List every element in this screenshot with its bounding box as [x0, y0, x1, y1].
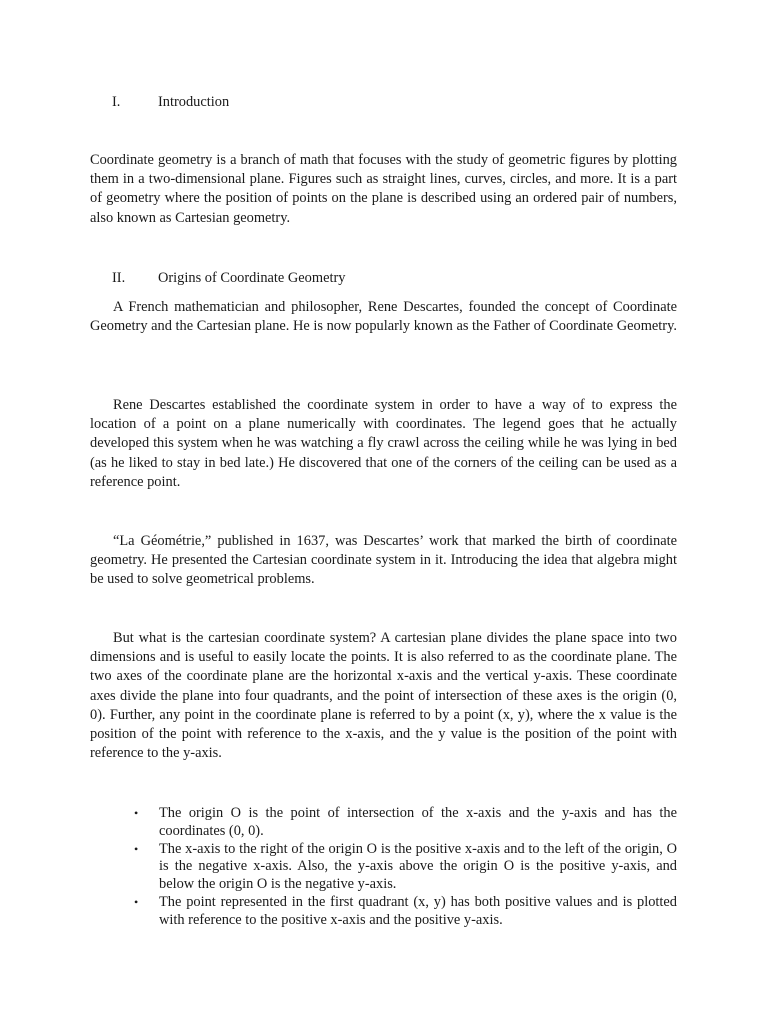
- section-number: I.: [112, 94, 121, 110]
- document-page: [90, 0, 677, 1024]
- section-heading-introduction: [112, 93, 229, 111]
- bullet-list: [90, 805, 677, 930]
- list-item-text: The x-axis to the right of the origin O is the positive x-axis and to the left of the origin, O is the negative x-axis. Also, the y-axis above the origin O is the positive y-axis, and below the origin O is the negative y-axis.: [159, 840, 677, 893]
- list-item: [90, 841, 677, 894]
- section-title: Introduction: [158, 94, 230, 110]
- list-item: [90, 894, 677, 930]
- section-title: Origins of Coordinate Geometry: [158, 270, 346, 286]
- paragraph-cartesian-system: But what is the cartesian coordinate system? A cartesian plane divides the plane space into two dimensions and is useful to easily locate the points. It is also referred to as the coordinate plane. The two axes of the coordinate plane are the horizontal x-axis and the vertical y-axis. These coordinate axes divide the plane into four quadrants, and the point of intersection of these axes is the origin (0, 0). Further, any point in the coordinate plane is referred to by a point (x, y), where the x value is the position of the point with reference to the x-axis, and the y value is the position of the point with reference to the y-axis.: [90, 630, 677, 762]
- paragraph-intro: Coordinate geometry is a branch of math that focuses with the study of geometric figures by plotting them in a two-dimensional plane. Figures such as straight lines, curves, circles, and more. It is a part of geometry where the position of points on the plane is described using an ordered pair of numbers, also known as Cartesian geometry.: [90, 152, 677, 226]
- list-item-text: The origin O is the point of intersection of the x-axis and the y-axis and has the coordinates (0, 0).: [159, 805, 677, 839]
- bullet-icon: •: [134, 841, 139, 856]
- list-item-text: The point represented in the first quadrant (x, y) has both positive values and is plotted with reference to the positive x-axis and the positive y-axis.: [159, 893, 677, 928]
- bullet-icon: •: [134, 894, 139, 909]
- list-item: [90, 805, 677, 841]
- section-number: II.: [112, 270, 126, 286]
- bullet-icon: •: [134, 806, 139, 820]
- section-heading-origins: [112, 269, 345, 287]
- paragraph-descartes-founder: A French mathematician and philosopher, Rene Descartes, founded the concept of Coordinate Geometry and the Cartesian plane. He is now popularly known as the Father of Coordinate Geometry.: [90, 299, 677, 335]
- paragraph-la-geometrie: “La Géométrie,” published in 1637, was Descartes’ work that marked the birth of coordinate geometry. He presented the Cartesian coordinate system in it. Introducing the idea that algebra might be used to solve geometrical problems.: [90, 533, 677, 588]
- paragraph-fly-legend: Rene Descartes established the coordinate system in order to have a way of to express the location of a point on a plane numerically with coordinates. The legend goes that he actually developed this system when he was watching a fly crawl across the ceiling while he was lying in bed (as he liked to stay in bed late.) He discovered that one of the corners of the ceiling can be used as a reference point.: [90, 397, 677, 490]
